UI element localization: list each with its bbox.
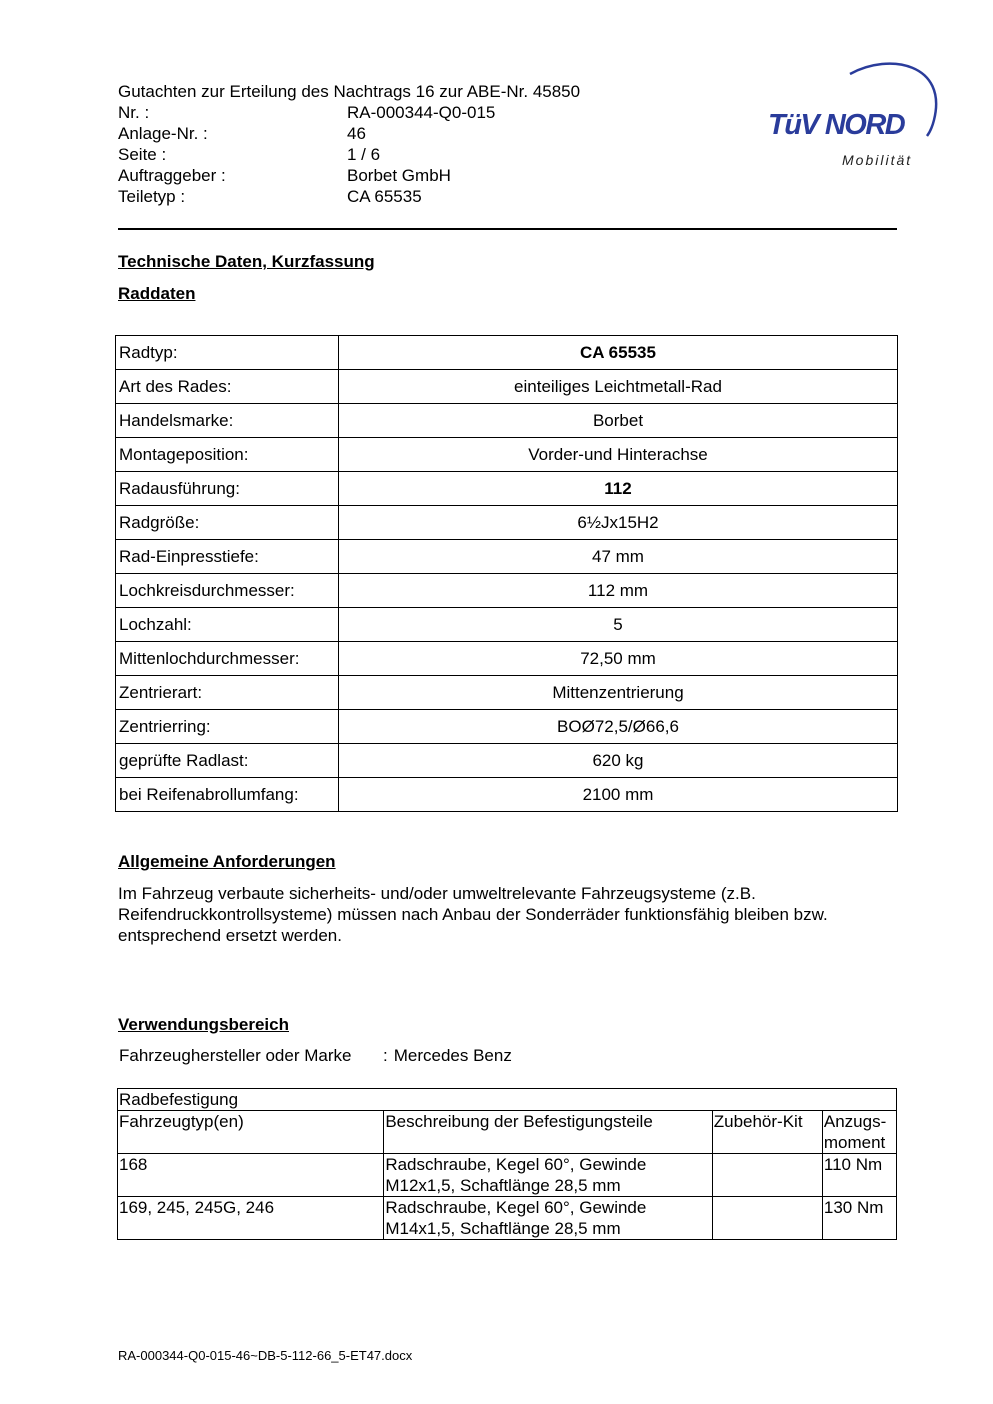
raddaten-value: 2100 mm xyxy=(339,778,898,812)
logo-subline: Mobilität xyxy=(842,152,913,168)
raddaten-label: geprüfte Radlast: xyxy=(116,744,339,778)
raddaten-label: Handelsmarke: xyxy=(116,404,339,438)
header-field xyxy=(118,123,580,144)
tuv-nord-logo xyxy=(762,58,942,170)
raddaten-label: Lochkreisdurchmesser: xyxy=(116,574,339,608)
raddaten-row xyxy=(116,744,898,778)
raddaten-label: Radausführung: xyxy=(116,472,339,506)
header-field xyxy=(118,165,580,186)
raddaten-table xyxy=(115,335,898,812)
raddaten-value: 72,50 mm xyxy=(339,642,898,676)
raddaten-label: Lochzahl: xyxy=(116,608,339,642)
allgemeine-anforderungen-text: Im Fahrzeug verbaute sicherheits- und/oder umweltrelevante Fahrzeugsysteme (z.B. Reifendruckkontrollsysteme) müssen nach Anbau der Sonderräder funktionsfähig bleiben bzw. entsprechend ersetzt werden. xyxy=(118,884,828,945)
raddaten-value: Borbet xyxy=(339,404,898,438)
raddaten-label: Radtyp: xyxy=(116,336,339,370)
raddaten-value: 47 mm xyxy=(339,540,898,574)
radbefestigung-title-row xyxy=(118,1089,897,1111)
header-field xyxy=(118,186,580,207)
raddaten-value: Vorder-und Hinterachse xyxy=(339,438,898,472)
radbefestigung-row-cell: 130 Nm xyxy=(822,1197,896,1240)
radbefestigung-header-cell: Anzugs- moment xyxy=(822,1111,896,1154)
radbefestigung-header-cell: Beschreibung der Befestigungsteile xyxy=(384,1111,712,1154)
header-field-value: 46 xyxy=(347,124,366,143)
raddaten-value: 5 xyxy=(339,608,898,642)
logo-brand: TüV NORD xyxy=(768,109,905,141)
raddaten-row xyxy=(116,540,898,574)
raddaten-row xyxy=(116,710,898,744)
header-field-label: Seite : xyxy=(118,145,167,164)
raddaten-row xyxy=(116,676,898,710)
section-heading-verwendungsbereich: Verwendungsbereich xyxy=(118,1015,289,1034)
raddaten-label: Radgröße: xyxy=(116,506,339,540)
raddaten-label: Mittenlochdurchmesser: xyxy=(116,642,339,676)
radbefestigung-row-cell xyxy=(712,1197,822,1240)
raddaten-label: bei Reifenabrollumfang: xyxy=(116,778,339,812)
document-header xyxy=(118,81,580,207)
raddaten-value: 112 xyxy=(339,472,898,506)
radbefestigung-row xyxy=(118,1154,897,1197)
raddaten-label: Art des Rades: xyxy=(116,370,339,404)
raddaten-row xyxy=(116,778,898,812)
section-heading-allgemeine-anforderungen: Allgemeine Anforderungen xyxy=(118,852,336,871)
radbefestigung-row xyxy=(118,1197,897,1240)
radbefestigung-row-cell: 110 Nm xyxy=(822,1154,896,1197)
raddaten-value: 620 kg xyxy=(339,744,898,778)
raddaten-label: Rad-Einpresstiefe: xyxy=(116,540,339,574)
raddaten-row xyxy=(116,574,898,608)
radbefestigung-row-cell: Radschraube, Kegel 60°, Gewinde M14x1,5, Schaftlänge 28,5 mm xyxy=(384,1197,712,1240)
raddaten-value: 112 mm xyxy=(339,574,898,608)
raddaten-value: CA 65535 xyxy=(339,336,898,370)
header-field-value: Borbet GmbH xyxy=(347,166,451,185)
fahrzeughersteller-separator: : xyxy=(383,1046,388,1065)
header-field xyxy=(118,102,580,123)
radbefestigung-title: Radbefestigung xyxy=(118,1089,897,1111)
header-fields xyxy=(118,102,580,207)
radbefestigung-row-cell: 169, 245, 245G, 246 xyxy=(118,1197,384,1240)
raddaten-value: Mittenzentrierung xyxy=(339,676,898,710)
document-title: Gutachten zur Erteilung des Nachtrags 16 zur ABE-Nr. 45850 xyxy=(118,82,581,101)
raddaten-label: Zentrierring: xyxy=(116,710,339,744)
section-heading-technische-daten: Technische Daten, Kurzfassung xyxy=(118,252,375,271)
header-field-label: Auftraggeber : xyxy=(118,166,226,185)
section-heading-raddaten: Raddaten xyxy=(118,284,196,303)
header-field-label: Anlage-Nr. : xyxy=(118,124,208,143)
header-divider xyxy=(118,228,897,230)
header-field-label: Nr. : xyxy=(118,103,150,122)
radbefestigung-table xyxy=(117,1088,897,1240)
footer-filename: RA-000344-Q0-015-46~DB-5-112-66_5-ET47.docx xyxy=(118,1348,413,1363)
fahrzeughersteller-label: Fahrzeughersteller oder Marke xyxy=(119,1046,352,1065)
radbefestigung-row-cell xyxy=(712,1154,822,1197)
radbefestigung-row-cell: Radschraube, Kegel 60°, Gewinde M12x1,5, Schaftlänge 28,5 mm xyxy=(384,1154,712,1197)
raddaten-row xyxy=(116,438,898,472)
fahrzeughersteller-value: Mercedes Benz xyxy=(393,1046,512,1065)
header-field xyxy=(118,144,580,165)
raddaten-label: Montageposition: xyxy=(116,438,339,472)
raddaten-value: 6½Jx15H2 xyxy=(339,506,898,540)
raddaten-row xyxy=(116,370,898,404)
raddaten-row xyxy=(116,506,898,540)
header-field-label: Teiletyp : xyxy=(118,187,186,206)
raddaten-label: Zentrierart: xyxy=(116,676,339,710)
raddaten-value: BOØ72,5/Ø66,6 xyxy=(339,710,898,744)
radbefestigung-row-cell: 168 xyxy=(118,1154,384,1197)
header-field-value: CA 65535 xyxy=(347,187,422,206)
raddaten-row xyxy=(116,472,898,506)
radbefestigung-header-cell: Zubehör-Kit xyxy=(712,1111,822,1154)
raddaten-row xyxy=(116,404,898,438)
fahrzeughersteller-line xyxy=(119,1046,512,1066)
radbefestigung-header xyxy=(118,1111,897,1154)
raddaten-row xyxy=(116,608,898,642)
header-field-value: 1 / 6 xyxy=(347,145,381,164)
raddaten-value: einteiliges Leichtmetall-Rad xyxy=(339,370,898,404)
raddaten-row xyxy=(116,642,898,676)
header-field-value: RA-000344-Q0-015 xyxy=(347,103,496,122)
raddaten-row xyxy=(116,336,898,370)
radbefestigung-header-cell: Fahrzeugtyp(en) xyxy=(118,1111,384,1154)
